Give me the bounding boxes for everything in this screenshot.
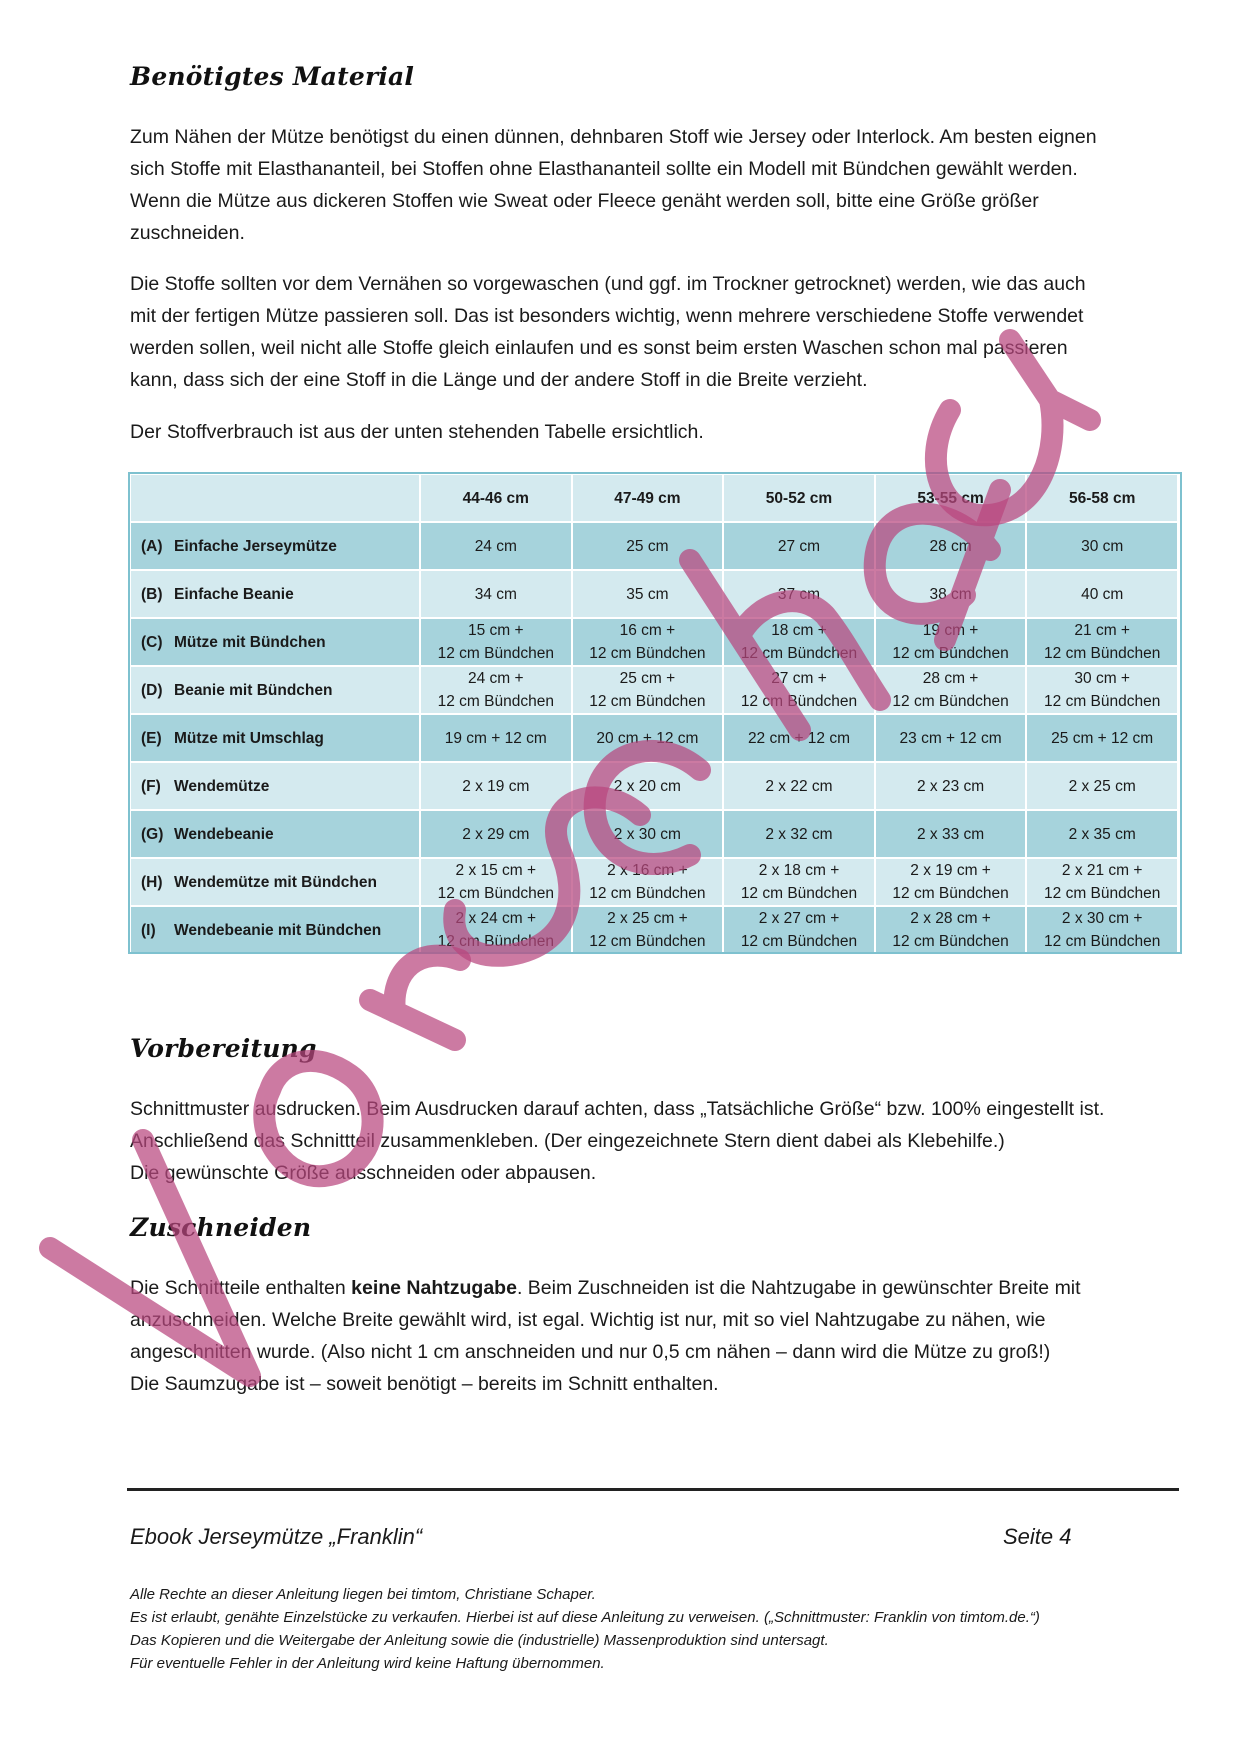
cell-line: 12 cm Bündchen	[740, 885, 858, 902]
text-line: Die Stoffe sollten vor dem Vernähen so vorgewaschen (und ggf. im Trockner getrocknet) werden, wie das auch	[130, 273, 1086, 295]
table-cell	[1026, 762, 1178, 810]
cell-line: 2 x 15 cm +	[455, 862, 537, 879]
table-cell	[1026, 858, 1178, 906]
cell-line: 35 cm	[626, 585, 669, 603]
row-code: (G)	[141, 825, 164, 843]
cell-line: 25 cm +	[619, 670, 676, 687]
table-cell	[572, 858, 724, 906]
cell-line: 28 cm	[929, 537, 972, 555]
row-code: (A)	[141, 537, 163, 555]
cell-line: 25 cm	[626, 537, 669, 555]
row-label	[130, 810, 420, 858]
footer-divider	[127, 1488, 1179, 1491]
table-cell	[420, 666, 572, 714]
text-line: Anschließend das Schnittteil zusammenkleben. (Der eingezeichnete Stern dient dabei als Klebehilfe.)	[130, 1130, 1005, 1152]
table-row	[130, 762, 1178, 810]
table-row	[130, 618, 1178, 666]
table-cell	[723, 570, 875, 618]
text-line	[130, 1272, 1180, 1304]
row-label	[130, 570, 420, 618]
cell-line: 19 cm + 12 cm	[444, 729, 547, 747]
table-cell	[420, 522, 572, 570]
paragraph-vorbereitung	[130, 1093, 1180, 1189]
cell-line: 12 cm Bündchen	[740, 693, 858, 710]
row-code: (D)	[141, 681, 163, 699]
row-name: Mütze mit Umschlag	[174, 729, 324, 747]
table-cell	[572, 714, 724, 762]
table-cell	[875, 522, 1027, 570]
table-cell	[572, 522, 724, 570]
table-cell	[420, 714, 572, 762]
cell-line: 2 x 33 cm	[916, 825, 985, 843]
cell-line: 12 cm Bündchen	[892, 885, 1009, 902]
cell-line: 2 x 16 cm +	[607, 862, 688, 879]
table-cell	[572, 810, 724, 858]
text-line: angeschnitten wurde. (Also nicht 1 cm anschneiden und nur 0,5 cm nähen – dann wird die Mütze zu groß!)	[130, 1341, 1051, 1363]
paragraph-material-3: Der Stoffverbrauch ist aus der unten stehenden Tabelle ersichtlich.	[130, 421, 704, 443]
row-name: Beanie mit Bündchen	[174, 681, 333, 699]
fabric-table	[129, 473, 1179, 955]
cell-line: 2 x 35 cm	[1068, 825, 1136, 843]
emphasis-text: keine Nahtzugabe	[351, 1277, 517, 1299]
table-cell	[875, 714, 1027, 762]
table-cell	[420, 762, 572, 810]
cell-line: 30 cm	[1081, 537, 1124, 555]
cell-line: 12 cm Bündchen	[437, 645, 554, 662]
table-header-cell: 53-55 cm	[875, 474, 1027, 522]
cell-line: 12 cm Bündchen	[1044, 693, 1161, 710]
table-header-row	[130, 474, 1178, 522]
table-cell	[723, 810, 875, 858]
table-row	[130, 858, 1178, 906]
text-line: zuschneiden.	[130, 222, 245, 244]
table-cell	[875, 810, 1027, 858]
cell-line: 2 x 25 cm	[1068, 777, 1136, 795]
text-line: Die gewünschte Größe ausschneiden oder abpausen.	[130, 1162, 597, 1184]
table-cell	[420, 810, 572, 858]
heading-zuschneiden: Zuschneiden	[130, 1213, 312, 1242]
row-label	[130, 714, 420, 762]
cell-line: 34 cm	[474, 585, 517, 603]
row-name: Wendebeanie	[174, 825, 274, 843]
table-body	[130, 522, 1178, 954]
text-line: mit der fertigen Mütze passieren soll. Das ist besonders wichtig, wenn mehrere verschiedene Stoffe verwendet	[130, 305, 1084, 327]
table-cell	[875, 618, 1027, 666]
cell-line: 12 cm Bündchen	[589, 645, 706, 662]
cell-line: 2 x 25 cm +	[607, 910, 688, 927]
row-name: Einfache Beanie	[174, 585, 294, 603]
heading-material: Benötigtes Material	[130, 62, 415, 91]
cell-line: 28 cm +	[922, 670, 979, 687]
cell-line: 2 x 24 cm +	[455, 910, 537, 927]
text-line: Schnittmuster ausdrucken. Beim Ausdrucken darauf achten, dass „Tatsächliche Größe“ bzw. 100% eingestellt ist.	[130, 1098, 1105, 1120]
cell-line: 2 x 23 cm	[916, 777, 985, 795]
table-row	[130, 906, 1178, 954]
table-header-cell	[130, 474, 420, 522]
table-cell	[420, 858, 572, 906]
cell-line: 2 x 30 cm	[613, 825, 681, 843]
cell-line: 19 cm +	[922, 622, 979, 639]
row-name: Wendemütze	[174, 777, 270, 795]
text-line: sich Stoffe mit Elasthananteil, bei Stoffen ohne Elasthananteil sollte ein Modell mit Bündchen gewählt werden.	[130, 158, 1078, 180]
row-name: Einfache Jerseymütze	[174, 537, 337, 555]
cell-line: 25 cm + 12 cm	[1051, 729, 1154, 747]
table-cell	[420, 570, 572, 618]
cell-line: 12 cm Bündchen	[437, 693, 554, 710]
row-code: (E)	[141, 729, 162, 747]
page-number: Seite 4	[1003, 1524, 1072, 1549]
table-cell	[723, 522, 875, 570]
cell-line: 23 cm + 12 cm	[899, 729, 1002, 747]
table-cell	[572, 618, 724, 666]
cell-line: 2 x 20 cm	[613, 777, 681, 795]
text-line: anzuschneiden. Welche Breite gewählt wird, ist egal. Wichtig ist nur, mit so viel Nahtzugabe zu nähen, wie	[130, 1309, 1046, 1331]
text-line: werden sollen, weil nicht alle Stoffe gleich einlaufen und es sonst beim ersten Waschen schon mal passieren	[130, 337, 1068, 359]
cell-line: 38 cm	[929, 585, 972, 603]
footer-title: Ebook Jerseymütze „Franklin“	[130, 1524, 423, 1549]
cell-line: 2 x 27 cm +	[758, 910, 840, 927]
cell-line: 2 x 18 cm +	[758, 862, 840, 879]
cell-line: 12 cm Bündchen	[437, 933, 554, 950]
table-cell	[875, 666, 1027, 714]
table-row	[130, 666, 1178, 714]
table-cell	[723, 906, 875, 954]
table-header-cell: 56-58 cm	[1026, 474, 1178, 522]
table-row	[130, 714, 1178, 762]
cell-line: 2 x 21 cm +	[1061, 862, 1143, 879]
table-row	[130, 810, 1178, 858]
table-cell	[1026, 714, 1178, 762]
row-label	[130, 618, 420, 666]
cell-line: 24 cm +	[468, 670, 524, 687]
cell-line: 2 x 19 cm	[462, 777, 530, 795]
row-code: (H)	[141, 873, 163, 891]
cell-line: 37 cm	[777, 585, 821, 603]
table-cell	[875, 906, 1027, 954]
row-label	[130, 858, 420, 906]
paragraph-zuschneiden	[130, 1272, 1180, 1400]
text-segment: . Beim Zuschneiden ist die Nahtzugabe in gewünschter Breite mit	[516, 1277, 1081, 1299]
table-cell	[723, 858, 875, 906]
cell-line: 2 x 19 cm +	[910, 862, 991, 879]
cell-line: 24 cm	[474, 537, 517, 555]
cell-line: 16 cm +	[619, 622, 676, 639]
table-cell	[420, 618, 572, 666]
table-header-cell: 44-46 cm	[420, 474, 572, 522]
table-cell	[1026, 906, 1178, 954]
row-code: (B)	[141, 585, 163, 603]
text-line: Wenn die Mütze aus dickeren Stoffen wie Sweat oder Fleece genäht werden soll, bitte eine Größe größer	[130, 190, 1039, 212]
table-cell	[572, 570, 724, 618]
table-cell	[572, 666, 724, 714]
table-cell	[1026, 522, 1178, 570]
table-cell	[1026, 570, 1178, 618]
table-header-cell: 47-49 cm	[572, 474, 724, 522]
row-code: (I)	[141, 921, 156, 939]
row-name: Wendebeanie mit Bündchen	[174, 921, 382, 939]
paragraph-material-1	[130, 121, 1180, 249]
legal-line: Es ist erlaubt, genähte Einzelstücke zu verkaufen. Hierbei ist auf diese Anleitung zu verweisen. („Schnittmuster: Franklin von timtom.de.“)	[130, 1609, 1040, 1626]
table-cell	[875, 762, 1027, 810]
table-cell	[723, 714, 875, 762]
table-row	[130, 570, 1178, 618]
table-cell	[1026, 618, 1178, 666]
cell-line: 12 cm Bündchen	[1044, 645, 1161, 662]
cell-line: 20 cm + 12 cm	[596, 729, 699, 747]
row-label	[130, 522, 420, 570]
cell-line: 2 x 22 cm	[765, 777, 833, 795]
table-cell	[1026, 810, 1178, 858]
table-cell	[572, 906, 724, 954]
text-line: Die Saumzugabe ist – soweit benötigt – bereits im Schnitt enthalten.	[130, 1373, 719, 1395]
cell-line: 40 cm	[1081, 585, 1124, 603]
table-cell	[875, 570, 1027, 618]
row-name: Mütze mit Bündchen	[174, 633, 326, 651]
heading-vorbereitung: Vorbereitung	[130, 1034, 317, 1063]
table-cell	[1026, 666, 1178, 714]
legal-line: Für eventuelle Fehler in der Anleitung wird keine Haftung übernommen.	[130, 1655, 605, 1672]
text-line: Zum Nähen der Mütze benötigst du einen dünnen, dehnbaren Stoff wie Jersey oder Interlock. Am besten eignen	[130, 126, 1097, 148]
paragraph-material-2	[130, 268, 1180, 396]
cell-line: 2 x 32 cm	[765, 825, 833, 843]
row-code: (F)	[141, 777, 161, 795]
cell-line: 12 cm Bündchen	[589, 693, 706, 710]
row-name: Wendemütze mit Bündchen	[174, 873, 377, 891]
cell-line: 30 cm +	[1074, 670, 1130, 687]
cell-line: 12 cm Bündchen	[1044, 885, 1161, 902]
row-label	[130, 906, 420, 954]
row-label	[130, 666, 420, 714]
text-line: kann, dass sich der eine Stoff in die Länge und der andere Stoff in die Breite verzieht.	[130, 369, 868, 391]
cell-line: 18 cm +	[771, 622, 827, 639]
legal-notice	[130, 1583, 1210, 1675]
legal-line: Das Kopieren und die Weitergabe der Anleitung sowie die (industrielle) Massenproduktion sind untersagt.	[130, 1632, 829, 1649]
cell-line: 12 cm Bündchen	[892, 645, 1009, 662]
cell-line: 15 cm +	[468, 622, 524, 639]
row-code: (C)	[141, 633, 163, 651]
cell-line: 22 cm + 12 cm	[747, 729, 851, 747]
table-cell	[723, 762, 875, 810]
cell-line: 12 cm Bündchen	[740, 933, 858, 950]
table-row	[130, 522, 1178, 570]
cell-line: 12 cm Bündchen	[740, 645, 858, 662]
legal-line: Alle Rechte an dieser Anleitung liegen bei timtom, Christiane Schaper.	[130, 1586, 596, 1603]
cell-line: 12 cm Bündchen	[589, 885, 706, 902]
cell-line: 2 x 29 cm	[462, 825, 530, 843]
cell-line: 12 cm Bündchen	[892, 933, 1009, 950]
cell-line: 27 cm +	[771, 670, 827, 687]
text-segment: Die Schnittteile enthalten	[130, 1277, 352, 1299]
row-label	[130, 762, 420, 810]
table-cell	[572, 762, 724, 810]
table-cell	[723, 618, 875, 666]
cell-line: 27 cm	[777, 537, 821, 555]
cell-line: 12 cm Bündchen	[589, 933, 706, 950]
table-header-cell: 50-52 cm	[723, 474, 875, 522]
table-cell	[875, 858, 1027, 906]
table-cell	[723, 666, 875, 714]
cell-line: 12 cm Bündchen	[892, 693, 1009, 710]
cell-line: 2 x 30 cm +	[1061, 910, 1143, 927]
cell-line: 2 x 28 cm +	[910, 910, 991, 927]
cell-line: 12 cm Bündchen	[437, 885, 554, 902]
cell-line: 21 cm +	[1074, 622, 1130, 639]
cell-line: 12 cm Bündchen	[1044, 933, 1161, 950]
table-cell	[420, 906, 572, 954]
